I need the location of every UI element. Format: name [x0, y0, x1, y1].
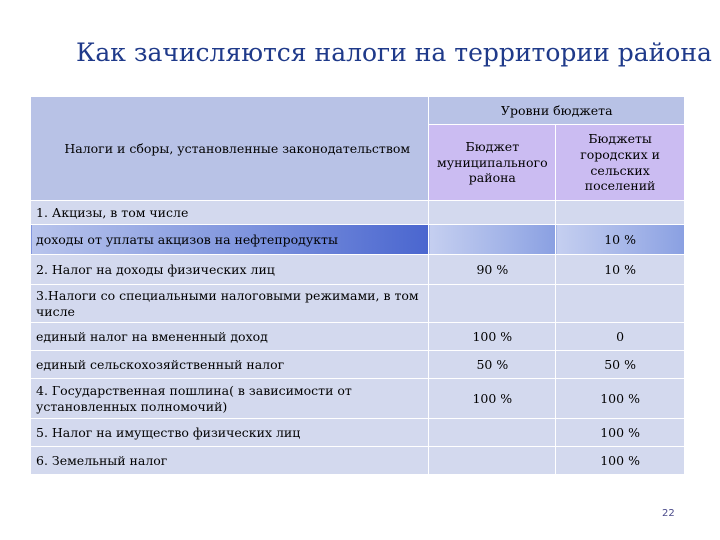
- table-row: [31, 323, 685, 351]
- row-label: 3.Налоги со специальными налоговыми режимами, в том числе: [31, 285, 429, 323]
- slide-title: Как зачисляются налоги на территории района: [76, 38, 712, 67]
- table-row: [31, 447, 685, 475]
- row-municipal-value: [429, 419, 556, 447]
- row-municipal-value: 100 %: [429, 379, 556, 419]
- row-settlement-value: 10 %: [556, 255, 685, 285]
- row-municipal-value: [429, 225, 556, 255]
- row-settlement-value: 50 %: [556, 351, 685, 379]
- row-municipal-value: [429, 447, 556, 475]
- header-budget-levels: Уровни бюджета: [429, 97, 685, 125]
- row-settlement-value: 100 %: [556, 419, 685, 447]
- row-label: единый налог на вмененный доход: [31, 323, 429, 351]
- row-label: доходы от уплаты акцизов на нефтепродукты: [31, 225, 429, 255]
- table-row: [31, 285, 685, 323]
- table-row: [31, 255, 685, 285]
- header-settlement-budgets: Бюджеты городских и сельских поселений: [556, 125, 685, 201]
- row-municipal-value: [429, 285, 556, 323]
- row-settlement-value: 10 %: [556, 225, 685, 255]
- row-municipal-value: 50 %: [429, 351, 556, 379]
- row-settlement-value: 100 %: [556, 379, 685, 419]
- row-label: 2. Налог на доходы физических лиц: [31, 255, 429, 285]
- row-label: 5. Налог на имущество физических лиц: [31, 419, 429, 447]
- header-municipal-budget: Бюджет муниципального района: [429, 125, 556, 201]
- row-settlement-value: [556, 285, 685, 323]
- tax-distribution-table: [30, 96, 685, 475]
- table-row: [31, 351, 685, 379]
- table-row: [31, 419, 685, 447]
- row-settlement-value: 100 %: [556, 447, 685, 475]
- row-municipal-value: [429, 201, 556, 225]
- row-settlement-value: [556, 201, 685, 225]
- row-label: 4. Государственная пошлина( в зависимости от установленных полномочий): [31, 379, 429, 419]
- table-row: [31, 225, 685, 255]
- header-taxes: Налоги и сборы, установленные законодательством: [31, 97, 429, 201]
- row-settlement-value: 0: [556, 323, 685, 351]
- row-municipal-value: 90 %: [429, 255, 556, 285]
- row-label: 1. Акцизы, в том числе: [31, 201, 429, 225]
- page-number: 22: [662, 508, 675, 519]
- table-row: [31, 201, 685, 225]
- row-label: единый сельскохозяйственный налог: [31, 351, 429, 379]
- row-municipal-value: 100 %: [429, 323, 556, 351]
- row-label: 6. Земельный налог: [31, 447, 429, 475]
- table-row: [31, 379, 685, 419]
